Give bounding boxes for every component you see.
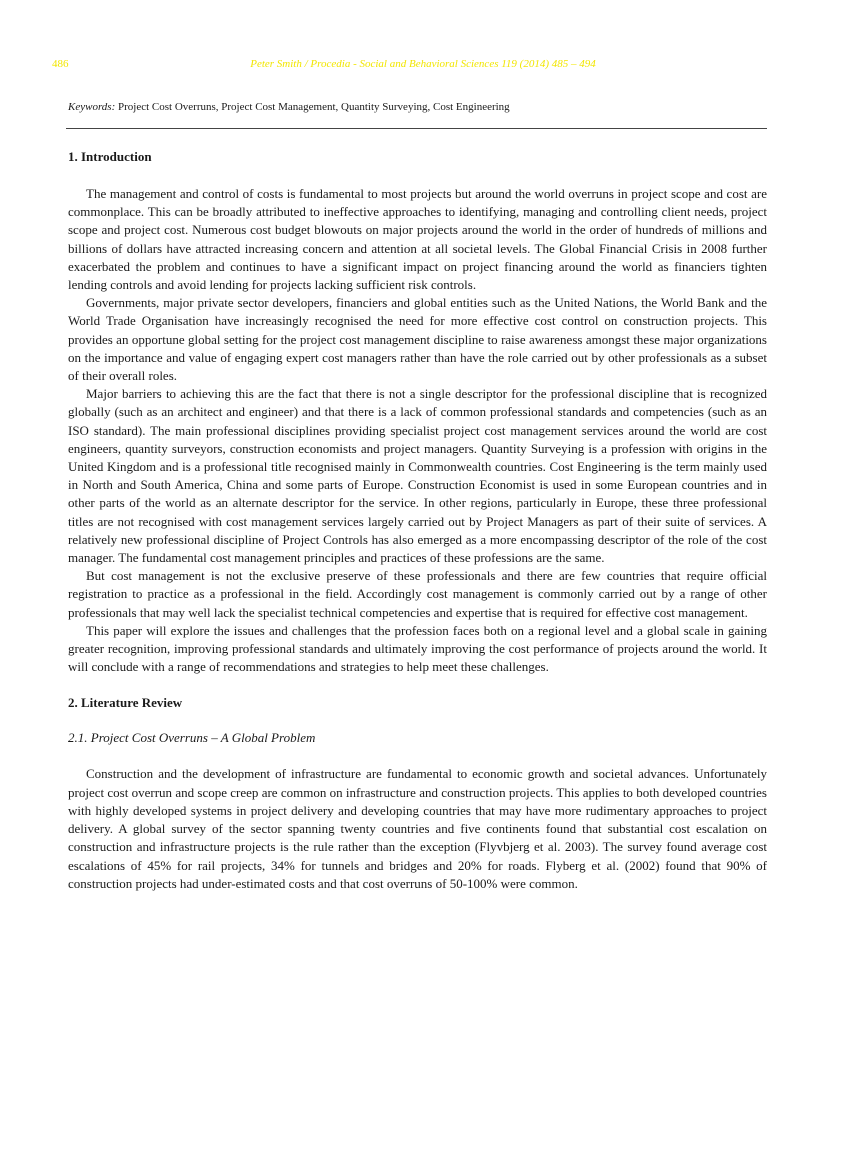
journal-citation: Peter Smith / Procedia - Social and Behavioral Sciences 119 (2014) 485 – 494 [250,58,596,70]
keywords-text: Project Cost Overruns, Project Cost Management, Quantity Surveying, Cost Engineering [118,101,510,113]
paragraph: Major barriers to achieving this are the fact that there is not a single descriptor for the professional discipline that is recognized globally (such as an architect and engineer) and that there is a lack of common professional standards and competencies (such as an ISO standard). The main professional disciplines providing specialist project cost management services around the world are cost engineers, quantity surveyors, construction economists and project managers. Quantity Surveying is a profession with origins in the United Kingdom and is a professional title recognised mainly in Commonwealth countries. Cost Engineering is the term mainly used in North and South America, China and some parts of Europe. Construction Economist is used in some European countries and in other parts of the world as an alternate descriptor for the service. In other regions, particularly in Europe, these three professional titles are not recognised with cost management services largely carried out by Project Managers as part of their suite of services. A relatively new professional discipline of Project Controls has also emerged as a more encompassing descriptor of the role of the cost manager. The fundamental cost management principles and practices of these professions are the same. [68,386,767,566]
paragraph: Construction and the development of infrastructure are fundamental to economic growth and societal advances. Unfortunately project cost overrun and scope creep are common on infrastructure and construction projects. This applies to both developed countries with highly developed systems in project delivery and developing countries that may have more rudimentary approaches to project delivery. A global survey of the sector spanning twenty countries and five continents found that substantial cost escalation on construction and infrastructure projects is the rule rather than the exception (Flyvbjerg et al. 2003). The survey found average cost escalations of 45% for rail projects, 34% for tunnels and bridges and 20% for roads. Flyberg et al. (2002) found that 90% of construction projects had under-estimated costs and that cost overruns of 50-100% were common. [68,766,767,891]
section-heading-introduction: 1. Introduction [68,149,152,164]
paragraph: This paper will explore the issues and challenges that the profession faces both on a regional level and a global scale in gaining greater recognition, improving professional standards and ultimately improving the cost performance of projects around the world. It will conclude with a range of recommendations and strategies to help meet these challenges. [68,622,767,675]
page-number: 486 [52,58,69,70]
article-body [68,148,767,893]
running-header [52,58,794,74]
section-heading-literature-review: 2. Literature Review [68,695,183,711]
subsection-heading-cost-overruns: 2.1. Project Cost Overruns – A Global Problem [68,730,316,746]
paragraph: But cost management is not the exclusive preserve of these professionals and there are few countries that require official registration to practice as a professional in the field. Accordingly cost management is commonly carried out by a range of other professionals that may well lack the specialist technical competencies and expertise that is required for effective cost management. [68,568,767,620]
paragraph: Governments, major private sector developers, financiers and global entities such as the United Nations, the World Bank and the World Trade Organisation have increasingly recognised the need for more effective cost control on construction projects. This provides an opportune global setting for the project cost management discipline to raise awareness amongst these major organizations on the importance and value of engaging expert cost managers rather than have the role carried out by other professionals as a subset of their overall roles. [68,295,767,384]
paragraph: The management and control of costs is fundamental to most projects but around the world overruns in project scope and cost are commonplace. This can be broadly attributed to ineffective approaches to identifying, managing and controlling client needs, project scope and project cost. Numerous cost budget blowouts on major projects around the world in the order of hundreds of millions and billions of dollars have attracted increasing concern and attention at all societal levels. The Global Financial Crisis in 2008 further exacerbated the problem and continues to have a significant impact on project financing around the world as financiers tighten lending controls and avoid lending for projects lacking sufficient risk controls. [68,186,767,293]
keywords-divider [66,128,767,129]
keywords-line [68,100,778,114]
keywords-label: Keywords: [68,101,116,113]
